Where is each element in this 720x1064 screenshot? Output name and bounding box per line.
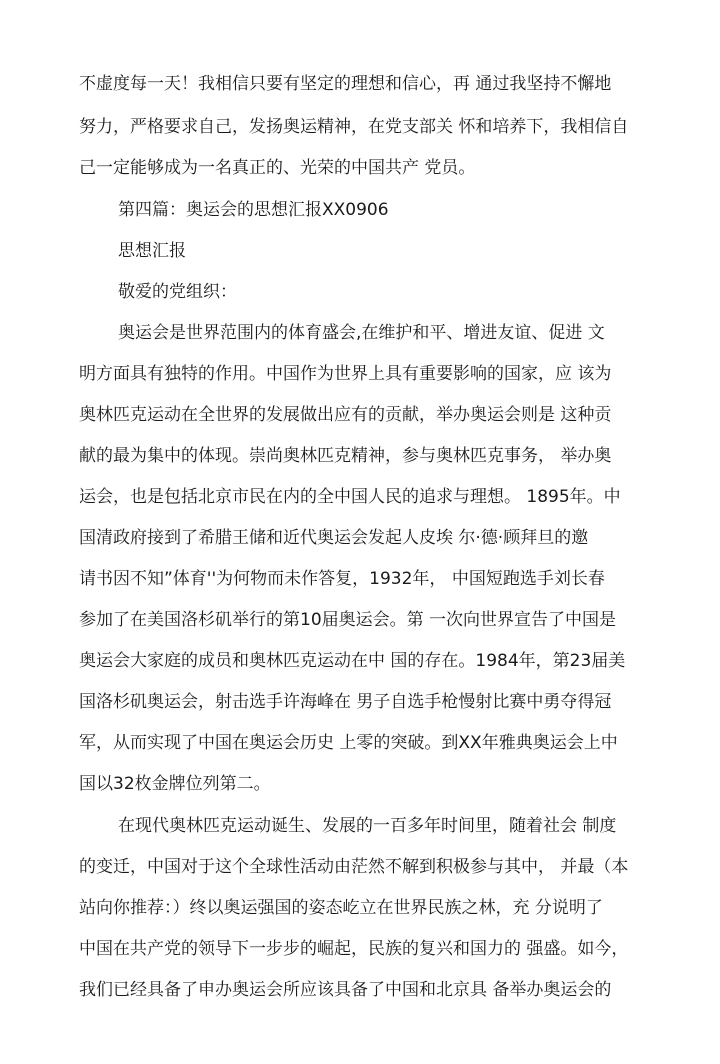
text-line: 军，从而实现了中国在奥运会历史 上零的突破。到XX年雅典奥运会上中 bbox=[79, 733, 618, 753]
text-line: 奥林匹克运动在全世界的发展做出应有的贡献，举办奥运会则是 这种贡 bbox=[79, 405, 612, 425]
text-line: 在现代奥林匹克运动诞生、发展的一百多年时间里，随着社会 制度 bbox=[118, 816, 617, 836]
text-line: 明方面具有独特的作用。中国作为世界上具有重要影响的国家，应 该为 bbox=[79, 364, 612, 384]
text-line: 奥运会是世界范围内的体育盛会,在维护和平、增进友谊、促进 文 bbox=[118, 323, 605, 343]
section-heading: 第四篇：奥运会的思想汇报XX0906 bbox=[118, 200, 389, 220]
text-line: 献的最为集中的体现。崇尚奥林匹克精神，参与奥林匹克事务， 举办奥 bbox=[79, 446, 612, 466]
text-line: 国清政府接到了希腊王储和近代奥运会发起人皮埃 尔·德·顾拜旦的邀 bbox=[79, 528, 589, 548]
text-line: 我们已经具备了申办奥运会所应该具备了中国和北京具 备举办奥运会的 bbox=[79, 980, 612, 1000]
text-line: 奥运会大家庭的成员和奥林匹克运动在中 国的存在。1984年，第23届美 bbox=[79, 651, 626, 671]
text-line: 努力，严格要求自己，发扬奥运精神，在党支部关 怀和培养下，我相信自 bbox=[79, 117, 629, 137]
text-line: 不虚度每一天！我相信只要有坚定的理想和信心，再 通过我坚持不懈地 bbox=[79, 74, 612, 94]
text-line: 国以32枚金牌位列第二。 bbox=[79, 774, 271, 794]
text-line: 中国在共产党的领导下一步步的崛起，民族的复兴和国力的 强盛。如今， bbox=[79, 939, 629, 959]
text-line: 请书因不知”体育''为何物而未作答复，1932年， 中国短跑选手刘长春 bbox=[79, 569, 605, 589]
text-line: 国洛杉矶奥运会，射击选手许海峰在 男子自选手枪慢射比赛中勇夺得冠 bbox=[79, 692, 612, 712]
text-line: 参加了在美国洛杉矶举行的第10届奥运会。第 一次向世界宣告了中国是 bbox=[79, 610, 617, 630]
text-line: 站向你推荐：）终以奥运强国的姿态屹立在世界民族之林，充 分说明了 bbox=[79, 898, 603, 918]
text-line: 运会，也是包括北京市民在内的全中国人民的追求与理想。 1895年。中 bbox=[79, 487, 621, 507]
text-line: 的变迁，中国对于这个全球性活动由茫然不解到积极参与其中， 并最（本 bbox=[79, 857, 629, 877]
salutation: 敬爱的党组织： bbox=[118, 282, 237, 302]
subheading: 思想汇报 bbox=[118, 241, 186, 261]
text-line: 己一定能够成为一名真正的、光荣的中国共产 党员。 bbox=[79, 158, 476, 178]
